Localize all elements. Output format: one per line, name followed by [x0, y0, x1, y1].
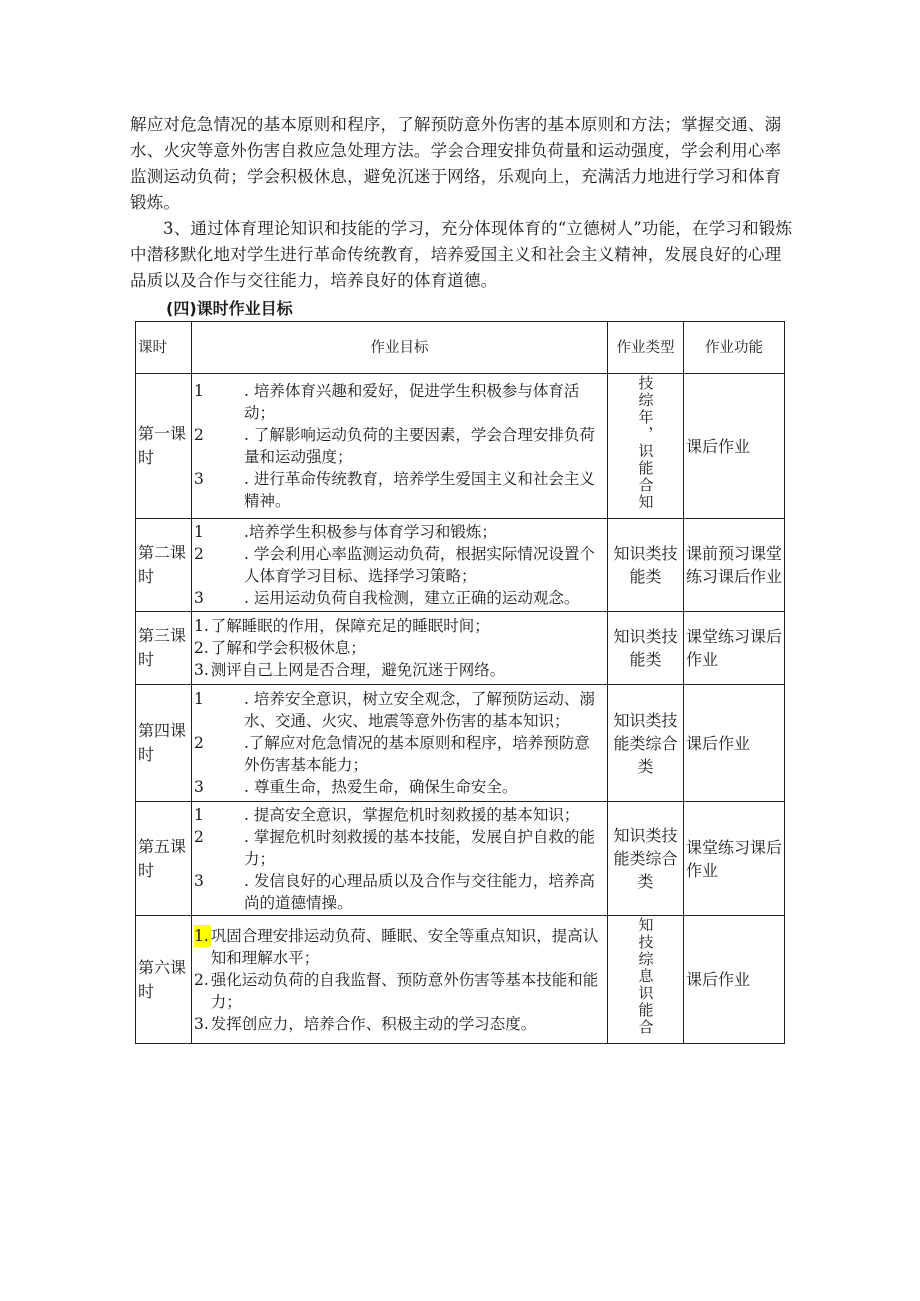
- lesson-cell: 第四课时: [136, 685, 192, 802]
- table-header-row: [136, 322, 785, 374]
- goal-item: 1. 巩固合理安排运动负荷、睡眠、安全等重点知识，提高认知和理解水平；: [194, 926, 599, 967]
- table-row: [136, 916, 785, 1044]
- goal-item: 3 . 尊重生命，热爱生命，确保生命安全。: [194, 778, 518, 796]
- type-cell: 知技综息识能合: [608, 916, 684, 1044]
- goals-cell: [192, 802, 608, 916]
- goal-item: 1. 了解睡眠的作用，保障充足的睡眠时间；: [194, 617, 490, 635]
- table-row: [136, 612, 785, 685]
- type-cell: 知识类技能类: [608, 612, 684, 685]
- goal-item: 2. 了解和学会积极休息；: [194, 639, 366, 657]
- lesson-cell: 第六课时: [136, 916, 192, 1044]
- intro-paragraph-2: 3、通过体育理论知识和技能的学习，充分体现体育的“立德树人”功能，在学习和锻炼中潜移默化地对学生进行革命传统教育，培养爱国主义和社会主义精神，发展良好的心理品质以及合作与交往能力，培养良好的体育道德。: [130, 219, 793, 290]
- function-cell: 课堂练习课后作业: [684, 802, 785, 916]
- function-cell: 课后作业: [684, 685, 785, 802]
- goal-item: 3. 测评自己上网是否合理，避免沉迷于网络。: [194, 661, 506, 679]
- goals-cell: [192, 612, 608, 685]
- header-goal: 作业目标: [192, 322, 608, 374]
- type-cell: 知识类技能类综合类: [608, 685, 684, 802]
- goals-cell: [192, 685, 608, 802]
- homework-goals-table: [135, 321, 785, 1044]
- table-row: [136, 374, 785, 519]
- header-lesson: 课时: [136, 322, 192, 374]
- type-cell: 知识类技能类: [608, 519, 684, 612]
- header-type: 作业类型: [608, 322, 684, 374]
- header-function: 作业功能: [684, 322, 785, 374]
- function-cell: 课后作业: [684, 916, 785, 1044]
- goal-item: 3 . 发信良好的心理品质以及合作与交往能力，培养高尚的道德情操。: [194, 871, 595, 912]
- lesson-cell: 第五课时: [136, 802, 192, 916]
- goal-item: 2 . 了解影响运动负荷的主要因素，学会合理安排负荷量和运动强度；: [194, 426, 595, 466]
- intro-text: [130, 112, 794, 294]
- goal-item: 1 . 培养体育兴趣和爱好，促进学生积极参与体育活动；: [194, 382, 580, 422]
- section-title: (四)课时作业目标: [166, 299, 293, 318]
- function-cell: 课后作业: [684, 374, 785, 519]
- lesson-cell: 第三课时: [136, 612, 192, 685]
- lesson-cell: 第一课时: [136, 374, 192, 519]
- goal-item: 2 . 掌握危机时刻救援的基本技能，发展自护自救的能力；: [194, 827, 595, 868]
- goal-item: 3 . 进行革命传统教育，培养学生爱国主义和社会主义精神。: [194, 470, 595, 510]
- type-cell: 技综年，识能合知: [608, 374, 684, 519]
- goal-item: 2 .了解应对危急情况的基本原则和程序，培养预防意外伤害基本能力；: [194, 734, 590, 774]
- table-row: [136, 685, 785, 802]
- goal-item: 1 . 培养安全意识，树立安全观念，了解预防运动、溺水、交通、火灾、地震等意外伤害的基本知识；: [194, 690, 595, 730]
- goals-cell: [192, 916, 608, 1044]
- function-cell: 课堂练习课后作业: [684, 612, 785, 685]
- highlighted-number: 1.: [194, 926, 209, 945]
- table-row: [136, 519, 785, 612]
- goal-item: 1 . 提高安全意识，掌握危机时刻救援的基本知识；: [194, 805, 580, 824]
- table-row: [136, 802, 785, 916]
- goal-item: 1 .培养学生积极参与体育学习和锻炼；: [194, 523, 497, 541]
- goals-cell: [192, 374, 608, 519]
- goals-cell: [192, 519, 608, 612]
- function-cell: 课前预习课堂练习课后作业: [684, 519, 785, 612]
- goal-item: 2. 强化运动负荷的自我监督、预防意外伤害等基本技能和能力；: [194, 970, 599, 1011]
- goal-item: 3. 发挥创应力，培养合作、积极主动的学习态度。: [194, 1014, 537, 1033]
- type-cell: 知识类技能类综合类: [608, 802, 684, 916]
- lesson-cell: 第二课时: [136, 519, 192, 612]
- intro-paragraph-1: 解应对危急情况的基本原则和程序，了解预防意外伤害的基本原则和方法；掌握交通、溺水、火灾等意外伤害自救应急处理方法。学会合理安排负荷量和运动强度，学会利用心率监测运动负荷；学会积极休息，避免沉迷于网络，乐观向上，充满活力地进行学习和体育锻炼。: [130, 115, 782, 212]
- goal-item: 2 . 学会利用心率监测运动负荷，根据实际情况设置个人体育学习目标、选择学习策略；: [194, 545, 595, 585]
- goal-item: 3 . 运用运动负荷自我检测，建立正确的运动观念。: [194, 589, 580, 607]
